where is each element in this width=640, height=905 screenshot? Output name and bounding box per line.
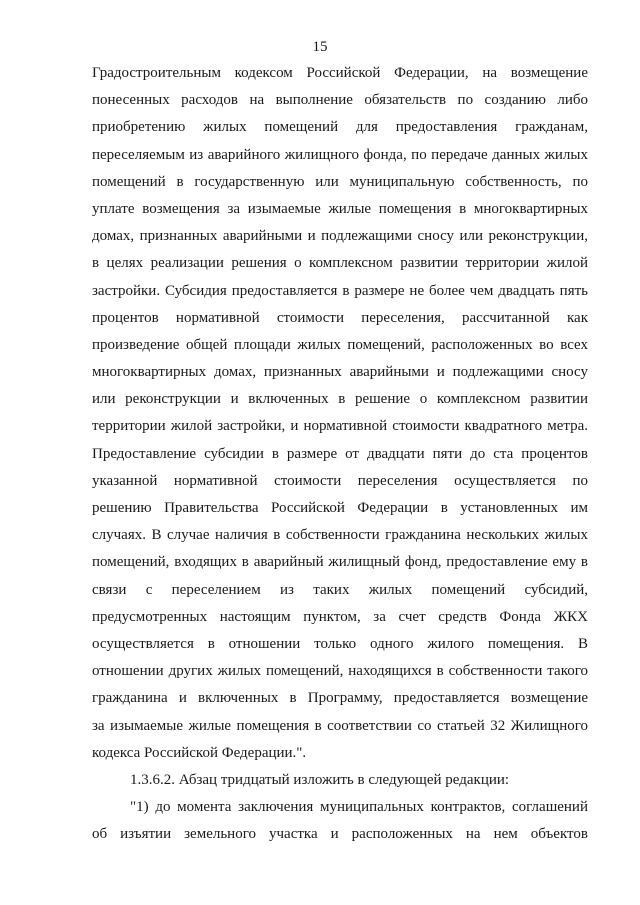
text-line: процентов нормативной стоимости переселения, рассчитанной как	[92, 309, 588, 326]
text-line: отношении других жилых помещений, находящихся в собственности такого	[92, 663, 588, 680]
text-line: в целях реализации решения о комплексном развитии территории жилой	[92, 255, 588, 272]
text-line: домах, признанных аварийными и подлежащими сносу или реконструкции,	[92, 228, 588, 245]
text-line: случаях. В случае наличия в собственности гражданина нескольких жилых	[92, 527, 588, 544]
text-line: связи с переселением из таких жилых помещений субсидий,	[92, 581, 588, 598]
page-number: 15	[312, 39, 328, 55]
text-line: застройки. Субсидия предоставляется в размере не более чем двадцать пять	[92, 282, 588, 299]
text-line: помещений, входящих в аварийный жилищный фонд, предоставление ему в	[92, 554, 588, 571]
text-line: произведение общей площади жилых помещений, расположенных во всех	[92, 336, 588, 353]
text-line: помещений в государственную или муниципальную собственность, по	[92, 173, 588, 190]
text-line: уплате возмещения за изымаемые жилые помещения в многоквартирных	[92, 200, 588, 217]
text-line: Градостроительным кодексом Российской Федерации, на возмещение	[92, 65, 588, 81]
text-line: территории жилой застройки, и нормативной стоимости квадратного метра.	[92, 418, 588, 435]
document-body	[92, 60, 588, 848]
text-line: за изымаемые жилые помещения в соответствии со статьей 32 Жилищного	[92, 717, 588, 734]
text-line: предусмотренных настоящим пунктом, за счет средств Фонда ЖКХ	[92, 608, 588, 625]
text-line: осуществляется в отношении только одного жилого помещения. В	[92, 635, 588, 652]
text-line: кодекса Российской Федерации.".	[92, 744, 307, 761]
text-line: гражданина и включенных в Программу, предоставляется возмещение	[92, 690, 588, 707]
text-line: "1) до момента заключения муниципальных контрактов, соглашений	[130, 799, 588, 816]
text-line: переселяемым из аварийного жилищного фонда, по передаче данных жилых	[92, 146, 588, 163]
text-line: Предоставление субсидии в размере от двадцати пяти до ста процентов	[92, 445, 588, 462]
text-line: многоквартирных домах, признанных аварийными и подлежащими сносу	[92, 364, 588, 381]
text-line: 1.3.6.2. Абзац тридцатый изложить в следующей редакции:	[130, 771, 510, 788]
text-line: или реконструкции и включенных в решение о комплексном развитии	[92, 391, 588, 408]
text-line: понесенных расходов на выполнение обязательств по созданию либо	[92, 92, 588, 109]
text-line: приобретению жилых помещений для предоставления гражданам,	[92, 119, 588, 136]
text-line: решению Правительства Российской Федерации в установленных им	[92, 500, 588, 516]
text-line: указанной нормативной стоимости переселения осуществляется по	[92, 472, 588, 489]
text-line: об изъятии земельного участка и расположенных на нем объектов	[92, 826, 588, 843]
